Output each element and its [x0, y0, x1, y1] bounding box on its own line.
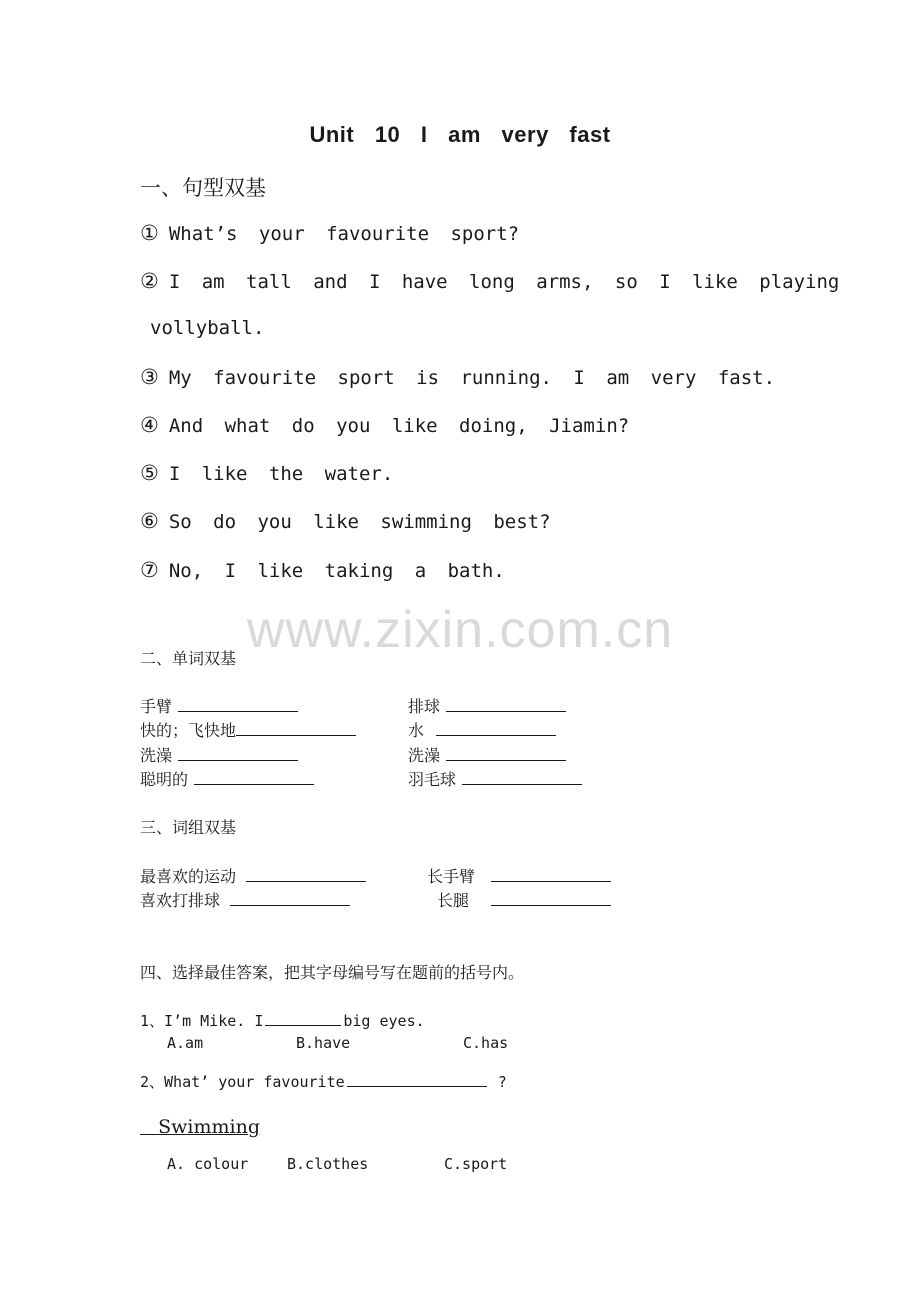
- phrase-item: [437, 888, 611, 911]
- vocab-item: [140, 694, 298, 717]
- sentence-text: My favourite sport is running. I am very fast.: [168, 367, 776, 389]
- sentence-4: [140, 413, 629, 437]
- sentence-3: [140, 365, 775, 389]
- question-text: 2、What’ your favourite: [140, 1073, 345, 1091]
- phrase-item: [427, 864, 611, 887]
- phrase-label: 长手臂: [427, 867, 476, 886]
- sentence-2-continued: vollyball.: [150, 317, 265, 339]
- sentence-number: ⑦: [140, 558, 159, 582]
- answer-blank[interactable]: [491, 889, 611, 906]
- sentence-text: And what do you like doing, Jiamin?: [168, 415, 630, 437]
- vocab-item: [408, 718, 556, 741]
- vocab-label: 手臂: [140, 697, 173, 716]
- sentence-1: [140, 221, 519, 245]
- vocab-label: 洗澡: [408, 746, 441, 765]
- sentence-text: What’s your favourite sport?: [168, 223, 520, 245]
- answer-blank[interactable]: [462, 768, 582, 785]
- section1-heading: 一、句型双基: [140, 176, 266, 200]
- sentence-text: I am tall and I have long arms, so I like playing: [168, 271, 840, 293]
- answer-blank[interactable]: [347, 1071, 487, 1087]
- sentence-5: [140, 461, 393, 485]
- sentence-number: ④: [140, 413, 159, 437]
- vocab-label: 聪明的: [140, 770, 189, 789]
- phrase-item: [140, 864, 366, 887]
- vocab-label: 快的；飞快地: [140, 721, 237, 740]
- phrase-label: 长腿: [437, 891, 470, 910]
- answer-blank[interactable]: [194, 768, 314, 785]
- option-a[interactable]: A. colour: [167, 1155, 249, 1173]
- watermark: www.zixin.com.cn: [246, 601, 674, 659]
- answer-blank[interactable]: [178, 744, 298, 761]
- option-b[interactable]: B.have: [296, 1034, 351, 1052]
- page-title: Unit 10 I am very fast: [309, 122, 611, 147]
- answer-blank[interactable]: [246, 865, 366, 882]
- option-c[interactable]: C.sport: [444, 1155, 508, 1173]
- section3-heading: 三、词组双基: [140, 818, 237, 837]
- answer-blank[interactable]: [236, 719, 356, 736]
- question-2: [140, 1071, 507, 1092]
- vocab-item: [140, 767, 314, 790]
- sentence-text: So do you like swimming best?: [168, 511, 551, 533]
- answer-blank[interactable]: [491, 865, 611, 882]
- section4-heading: 四、选择最佳答案，把其字母编号写在题前的括号内。: [140, 963, 525, 982]
- phrase-item: [140, 888, 350, 911]
- answer-blank[interactable]: [265, 1010, 341, 1026]
- sentence-6: [140, 509, 551, 533]
- option-b[interactable]: B.clothes: [287, 1155, 369, 1173]
- vocab-item: [140, 718, 356, 741]
- question-2-answer: Swimming: [140, 1116, 260, 1138]
- sentence-number: ①: [140, 221, 159, 245]
- sentence-number: ⑤: [140, 461, 159, 485]
- question-text: big eyes.: [343, 1012, 425, 1030]
- answer-blank[interactable]: [178, 695, 298, 712]
- vocab-item: [408, 743, 566, 766]
- sentence-number: ②: [140, 269, 159, 293]
- option-a[interactable]: A.am: [167, 1034, 204, 1052]
- question-text: ?: [497, 1073, 507, 1091]
- answer-blank[interactable]: [436, 719, 556, 736]
- answer-blank[interactable]: [446, 695, 566, 712]
- vocab-label: 羽毛球: [408, 770, 457, 789]
- vocab-label: 洗澡: [140, 746, 173, 765]
- answer-blank[interactable]: [446, 744, 566, 761]
- vocab-item: [140, 743, 298, 766]
- sentence-text: No, I like taking a bath.: [168, 560, 505, 582]
- option-c[interactable]: C.has: [463, 1034, 509, 1052]
- sentence-7: [140, 558, 505, 582]
- vocab-label: 排球: [408, 697, 441, 716]
- sentence-number: ③: [140, 365, 159, 389]
- vocab-item: [408, 694, 566, 717]
- answer-blank[interactable]: [230, 889, 350, 906]
- question-1: [140, 1010, 425, 1031]
- phrase-label: 最喜欢的运动: [140, 867, 237, 886]
- sentence-number: ⑥: [140, 509, 159, 533]
- phrase-label: 喜欢打排球: [140, 891, 221, 910]
- vocab-item: [408, 767, 582, 790]
- question-text: 1、I’m Mike. I: [140, 1012, 264, 1030]
- section2-heading: 二、单词双基: [140, 649, 237, 668]
- sentence-text: I like the water.: [168, 463, 394, 485]
- sentence-2: [140, 269, 860, 293]
- vocab-label: 水: [408, 721, 425, 740]
